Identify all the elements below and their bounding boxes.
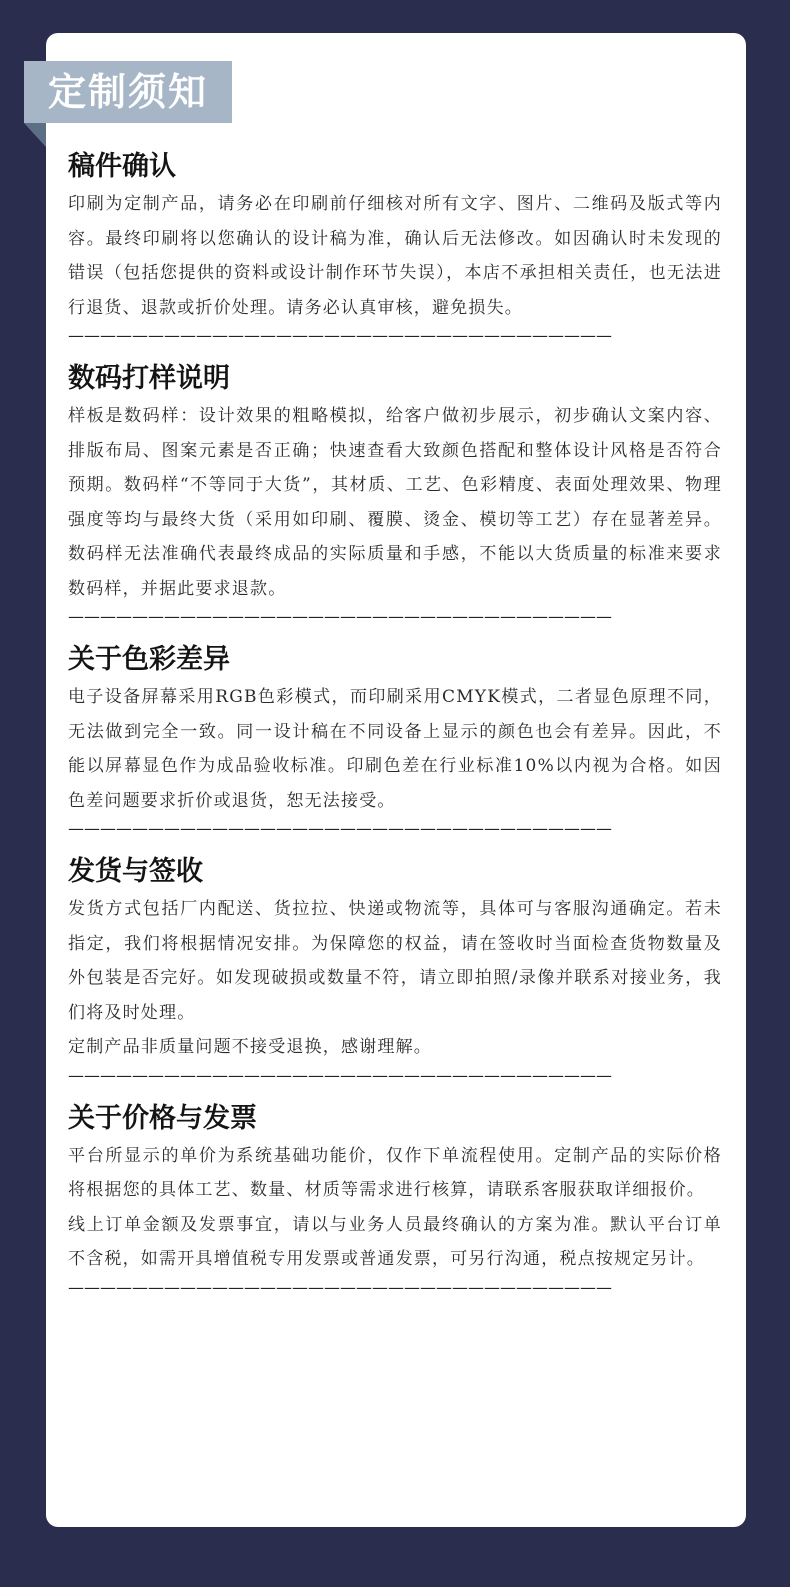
banner-fold	[24, 123, 46, 147]
section-digital-proof	[68, 359, 722, 628]
title-banner	[24, 61, 232, 123]
section-divider: ——————————————————————————————————	[68, 1277, 612, 1297]
section-divider: ——————————————————————————————————	[68, 326, 612, 345]
section-color-difference	[68, 640, 722, 840]
section-paragraph: 定制产品非质量问题不接受退换，感谢理解。	[68, 1037, 432, 1057]
notice-content	[68, 147, 722, 1311]
section-price-invoice	[68, 1099, 722, 1299]
section-heading: 数码打样说明	[68, 363, 230, 394]
section-paragraph: 样板是数码样：设计效果的粗略模拟，给客户做初步展示，初步确认文案内容、排版布局、图案元素是否正确；快速查看大致颜色搭配和整体设计风格是否符合预期。数码样“不等同于大货”，其材质、工艺、色彩精度、表面处理效果、物理强度等均与最终大货（采用如印刷、覆膜、烫金、模切等工艺）存在显著差异。数码样无法准确代表最终成品的实际质量和手感，不能以大货质量的标准来要求数码样，并据此要求退款。	[68, 406, 722, 599]
section-paragraph: 平台所显示的单价为系统基础功能价，仅作下单流程使用。定制产品的实际价格将根据您的具体工艺、数量、材质等需求进行核算，请联系客服获取详细报价。	[68, 1145, 722, 1200]
section-paragraph: 发货方式包括厂内配送、货拉拉、快递或物流等，具体可与客服沟通确定。若未指定，我们将根据情况安排。为保障您的权益，请在签收时当面检查货物数量及外包装是否完好。如发现破损或数量不符，请立即拍照/录像并联系对接业务，我们将及时处理。	[68, 899, 722, 1023]
page-title: 定制须知	[24, 61, 232, 123]
section-paragraph: 线上订单金额及发票事宜，请以与业务人员最终确认的方案为准。默认平台订单不含税，如需开具增值税专用发票或普通发票，可另行沟通，税点按规定另计。	[68, 1214, 722, 1269]
section-paragraph: 电子设备屏幕采用RGB色彩模式，而印刷采用CMYK模式，二者显色原理不同，无法做到完全一致。同一设计稿在不同设备上显示的颜色也会有差异。因此，不能以屏幕显色作为成品验收标准。印刷色差在行业标准10%以内视为合格。如因色差问题要求折价或退货，恕无法接受。	[68, 687, 722, 811]
section-divider: ——————————————————————————————————	[68, 1065, 612, 1085]
section-shipping-receipt	[68, 852, 722, 1087]
section-heading: 关于色彩差异	[68, 644, 230, 675]
section-divider: ——————————————————————————————————	[68, 819, 612, 838]
notice-card	[46, 33, 746, 1527]
section-paragraph: 印刷为定制产品，请务必在印刷前仔细核对所有文字、图片、二维码及版式等内容。最终印刷将以您确认的设计稿为准，确认后无法修改。如因确认时未发现的错误（包括您提供的资料或设计制作环节失误），本店不承担相关责任，也无法进行退货、退款或折价处理。请务必认真审核，避免损失。	[68, 194, 722, 318]
section-heading: 关于价格与发票	[68, 1102, 257, 1134]
section-draft-confirmation	[68, 147, 722, 347]
section-divider: ——————————————————————————————————	[68, 607, 612, 626]
section-heading: 稿件确认	[68, 151, 176, 182]
section-heading: 发货与签收	[68, 856, 203, 887]
